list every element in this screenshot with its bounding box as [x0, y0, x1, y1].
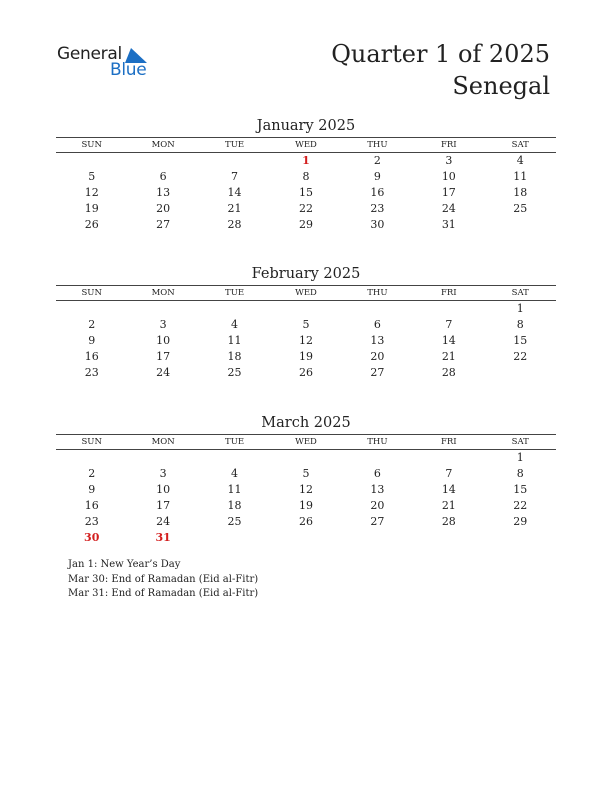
day-cell: 6 [373, 467, 381, 480]
weekday-header: SAT [485, 286, 556, 301]
day-cell: 2 [88, 318, 96, 331]
day-cell: 17 [441, 186, 456, 199]
day-cell: 25 [227, 515, 242, 528]
weekday-header: MON [127, 138, 198, 153]
day-cell: 7 [445, 318, 453, 331]
empty-day-cell [270, 530, 341, 546]
weekday-header: SUN [56, 435, 127, 450]
week-row [56, 530, 556, 546]
empty-day-cell [270, 450, 341, 467]
empty-day-cell [127, 301, 198, 318]
day-cell: 21 [441, 499, 456, 512]
empty-day-cell [342, 301, 413, 318]
holiday-day-cell: 31 [155, 531, 171, 544]
holiday-note: Mar 31: End of Ramadan (Eid al-Fitr) [68, 588, 259, 599]
day-cell: 15 [513, 483, 528, 496]
empty-day-cell [413, 450, 484, 467]
weekday-header: SAT [485, 138, 556, 153]
day-cell: 2 [88, 467, 96, 480]
weekday-header: FRI [413, 435, 484, 450]
week-row [56, 317, 556, 333]
month-calendar [56, 265, 556, 381]
day-cell: 21 [441, 350, 456, 363]
day-cell: 10 [156, 483, 171, 496]
page-header [331, 38, 550, 102]
day-cell: 30 [370, 218, 385, 231]
day-cell: 24 [441, 202, 456, 215]
empty-day-cell [485, 365, 556, 381]
empty-day-cell [270, 301, 341, 318]
day-cell: 16 [84, 350, 99, 363]
week-row [56, 301, 556, 318]
day-cell: 3 [159, 318, 167, 331]
empty-day-cell [342, 450, 413, 467]
day-cell: 20 [370, 350, 385, 363]
day-cell: 19 [298, 350, 313, 363]
day-cell: 14 [227, 186, 242, 199]
weekday-header: MON [127, 286, 198, 301]
day-cell: 26 [298, 515, 313, 528]
day-cell: 27 [370, 515, 385, 528]
day-cell: 17 [156, 350, 171, 363]
week-row [56, 498, 556, 514]
week-row [56, 365, 556, 381]
day-cell: 11 [227, 334, 242, 347]
holiday-notes [68, 558, 258, 602]
day-cell: 12 [84, 186, 99, 199]
empty-day-cell [56, 450, 127, 467]
week-row [56, 153, 556, 170]
day-cell: 16 [370, 186, 385, 199]
week-row [56, 466, 556, 482]
holiday-day-cell: 1 [302, 154, 310, 167]
logo-text-blue: Blue [110, 60, 147, 80]
day-cell: 5 [88, 170, 96, 183]
empty-day-cell [413, 301, 484, 318]
weekday-header: TUE [199, 435, 270, 450]
day-cell: 12 [298, 483, 313, 496]
day-cell: 15 [298, 186, 313, 199]
empty-day-cell [127, 153, 198, 170]
empty-day-cell [199, 301, 270, 318]
day-cell: 12 [298, 334, 313, 347]
day-cell: 24 [156, 515, 171, 528]
day-cell: 29 [298, 218, 313, 231]
day-cell: 3 [159, 467, 167, 480]
day-cell: 19 [84, 202, 99, 215]
weekday-header: WED [270, 138, 341, 153]
day-cell: 9 [88, 483, 96, 496]
day-cell: 23 [84, 366, 99, 379]
week-row [56, 201, 556, 217]
month-grid [56, 434, 556, 546]
month-title: February 2025 [251, 266, 361, 282]
day-cell: 6 [159, 170, 167, 183]
day-cell: 18 [513, 186, 528, 199]
empty-day-cell [199, 153, 270, 170]
day-cell: 17 [156, 499, 171, 512]
day-cell: 19 [298, 499, 313, 512]
day-cell: 28 [227, 218, 242, 231]
day-cell: 11 [227, 483, 242, 496]
day-cell: 28 [441, 366, 456, 379]
weekday-header: WED [270, 286, 341, 301]
day-cell: 4 [231, 467, 239, 480]
week-row [56, 217, 556, 233]
week-row [56, 450, 556, 467]
day-cell: 8 [516, 318, 524, 331]
day-cell: 26 [84, 218, 99, 231]
day-cell: 25 [227, 366, 242, 379]
day-cell: 21 [227, 202, 242, 215]
weekday-header: SUN [56, 286, 127, 301]
day-cell: 13 [370, 483, 385, 496]
country-name: Senegal [452, 72, 550, 100]
day-cell: 4 [231, 318, 239, 331]
day-cell: 5 [302, 318, 310, 331]
weekday-header: FRI [413, 286, 484, 301]
month-grid [56, 285, 556, 381]
day-cell: 8 [302, 170, 310, 183]
day-cell: 1 [516, 302, 524, 315]
empty-day-cell [199, 530, 270, 546]
month-title: March 2025 [261, 415, 351, 431]
page-title: Quarter 1 of 2025 [331, 40, 550, 68]
day-cell: 31 [441, 218, 456, 231]
month-calendar [56, 117, 556, 233]
week-row [56, 349, 556, 365]
week-row [56, 482, 556, 498]
day-cell: 11 [513, 170, 528, 183]
day-cell: 18 [227, 350, 242, 363]
weekday-header: MON [127, 435, 198, 450]
day-cell: 7 [445, 467, 453, 480]
day-cell: 13 [370, 334, 385, 347]
day-cell: 3 [445, 154, 453, 167]
day-cell: 9 [373, 170, 381, 183]
empty-day-cell [127, 450, 198, 467]
holiday-day-cell: 30 [84, 531, 100, 544]
month-title: January 2025 [256, 118, 356, 134]
day-cell: 23 [370, 202, 385, 215]
day-cell: 8 [516, 467, 524, 480]
day-cell: 13 [156, 186, 171, 199]
day-cell: 26 [298, 366, 313, 379]
day-cell: 7 [231, 170, 239, 183]
day-cell: 24 [156, 366, 171, 379]
day-cell: 28 [441, 515, 456, 528]
day-cell: 14 [441, 334, 456, 347]
day-cell: 9 [88, 334, 96, 347]
week-row [56, 514, 556, 530]
week-row [56, 185, 556, 201]
month-grid [56, 137, 556, 233]
weekday-header: THU [342, 286, 413, 301]
empty-day-cell [485, 530, 556, 546]
day-cell: 29 [513, 515, 528, 528]
day-cell: 27 [156, 218, 171, 231]
day-cell: 15 [513, 334, 528, 347]
day-cell: 22 [513, 350, 528, 363]
empty-day-cell [56, 301, 127, 318]
brand-logo [57, 44, 157, 80]
day-cell: 18 [227, 499, 242, 512]
day-cell: 5 [302, 467, 310, 480]
empty-day-cell [56, 153, 127, 170]
day-cell: 25 [513, 202, 528, 215]
weekday-header: SUN [56, 138, 127, 153]
logo-text-general: General [57, 44, 122, 64]
weekday-header: FRI [413, 138, 484, 153]
empty-day-cell [199, 450, 270, 467]
weekday-header: THU [342, 435, 413, 450]
holiday-note: Mar 30: End of Ramadan (Eid al-Fitr) [68, 573, 259, 585]
day-cell: 1 [516, 451, 524, 464]
weekday-header: WED [270, 435, 341, 450]
weekday-header: TUE [199, 286, 270, 301]
day-cell: 10 [441, 170, 456, 183]
day-cell: 22 [298, 202, 313, 215]
month-calendar [56, 414, 556, 546]
weekday-header: THU [342, 138, 413, 153]
day-cell: 6 [373, 318, 381, 331]
day-cell: 22 [513, 499, 528, 512]
day-cell: 4 [516, 154, 524, 167]
weekday-header: SAT [485, 435, 556, 450]
day-cell: 14 [441, 483, 456, 496]
day-cell: 16 [84, 499, 99, 512]
day-cell: 2 [373, 154, 381, 167]
day-cell: 10 [156, 334, 171, 347]
holiday-note: Jan 1: New Year’s Day [68, 559, 181, 570]
day-cell: 23 [84, 515, 99, 528]
week-row [56, 169, 556, 185]
empty-day-cell [485, 217, 556, 233]
empty-day-cell [413, 530, 484, 546]
weekday-header: TUE [199, 138, 270, 153]
day-cell: 27 [370, 366, 385, 379]
week-row [56, 333, 556, 349]
day-cell: 20 [156, 202, 171, 215]
day-cell: 20 [370, 499, 385, 512]
empty-day-cell [342, 530, 413, 546]
